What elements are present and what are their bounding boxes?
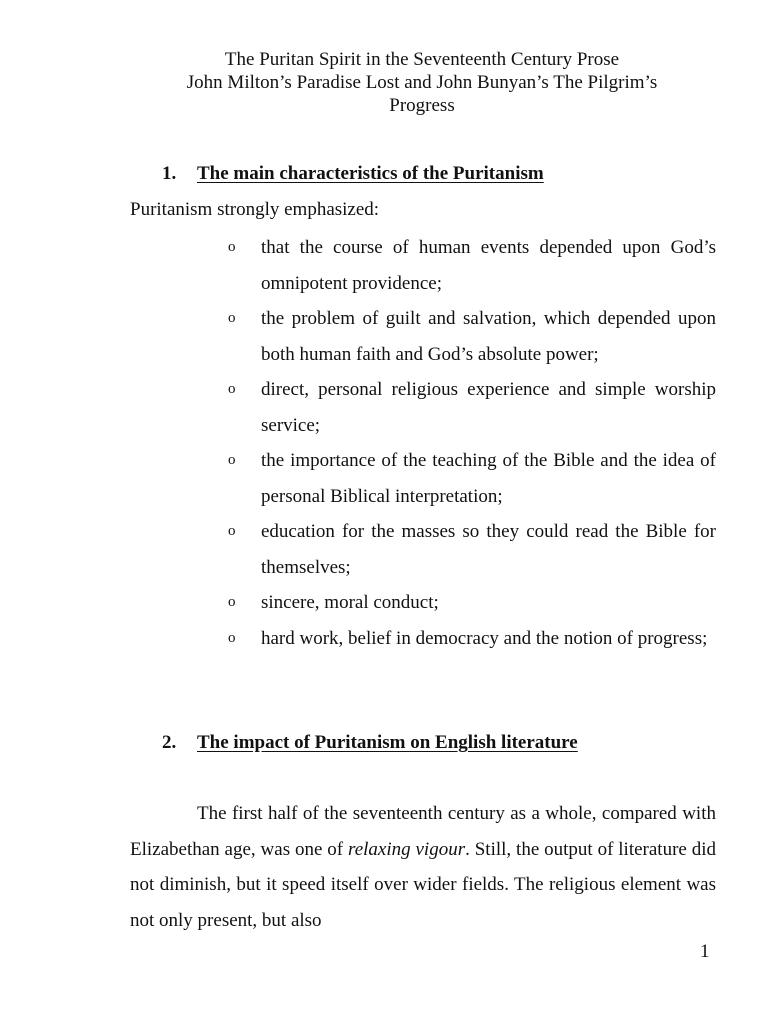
section-2-heading: [162, 731, 578, 755]
list-item: [228, 372, 716, 443]
section-2-number: 2.: [162, 732, 177, 753]
list-item-text: the problem of guilt and salvation, which depended upon both human faith and God’s absolute power;: [261, 308, 716, 365]
list-item-text: hard work, belief in democracy and the notion of progress;: [261, 627, 708, 649]
section-1-number: 1.: [162, 163, 177, 184]
bullet-marker: o: [228, 381, 236, 397]
list-item: [228, 301, 716, 372]
bullet-marker: o: [228, 310, 236, 326]
bullet-marker: o: [228, 523, 236, 539]
list-item: [228, 230, 716, 301]
bullet-marker: o: [228, 239, 236, 255]
list-item: [228, 621, 716, 657]
list-item-text: the importance of the teaching of the Bible and the idea of personal Biblical interpretation;: [261, 450, 716, 507]
body-paragraph: [130, 796, 716, 938]
section-1-intro: Puritanism strongly emphasized:: [130, 199, 380, 220]
list-item: [228, 585, 716, 621]
list-item-text: that the course of human events depended upon God’s omnipotent providence;: [261, 237, 716, 294]
list-item: [228, 514, 716, 585]
list-item: [228, 443, 716, 514]
characteristics-list: [228, 230, 716, 656]
list-item-text: sincere, moral conduct;: [261, 592, 439, 613]
title-line-1: The Puritan Spirit in the Seventeenth Century Prose: [224, 49, 620, 70]
bullet-marker: o: [228, 629, 236, 646]
title-line-2: John Milton’s Paradise Lost and John Bunyan’s The Pilgrim’s: [186, 72, 658, 93]
paragraph-text-1: The first half of the seventeenth century as a whole, compared with Elizabethan age, was one of: [130, 803, 716, 860]
list-item-text: education for the masses so they could read the Bible for themselves;: [261, 521, 716, 578]
list-item-text: direct, personal religious experience and simple worship service;: [261, 379, 716, 436]
paragraph-italic-phrase: relaxing vigour: [348, 838, 466, 860]
page-number: 1: [700, 941, 710, 962]
paragraph-text-2: . Still, the output of literature did not diminish, but it speed itself over wider fields. The religious element was not only present, but also: [130, 838, 717, 931]
title-line-3: Progress: [389, 95, 455, 116]
section-1-heading: [162, 162, 544, 186]
bullet-marker: o: [228, 594, 236, 610]
document-title: [100, 48, 744, 117]
bullet-marker: o: [228, 452, 236, 468]
section-2-heading-text: The impact of Puritanism on English literature: [197, 732, 578, 753]
section-1-heading-text: The main characteristics of the Puritanism: [197, 163, 544, 184]
